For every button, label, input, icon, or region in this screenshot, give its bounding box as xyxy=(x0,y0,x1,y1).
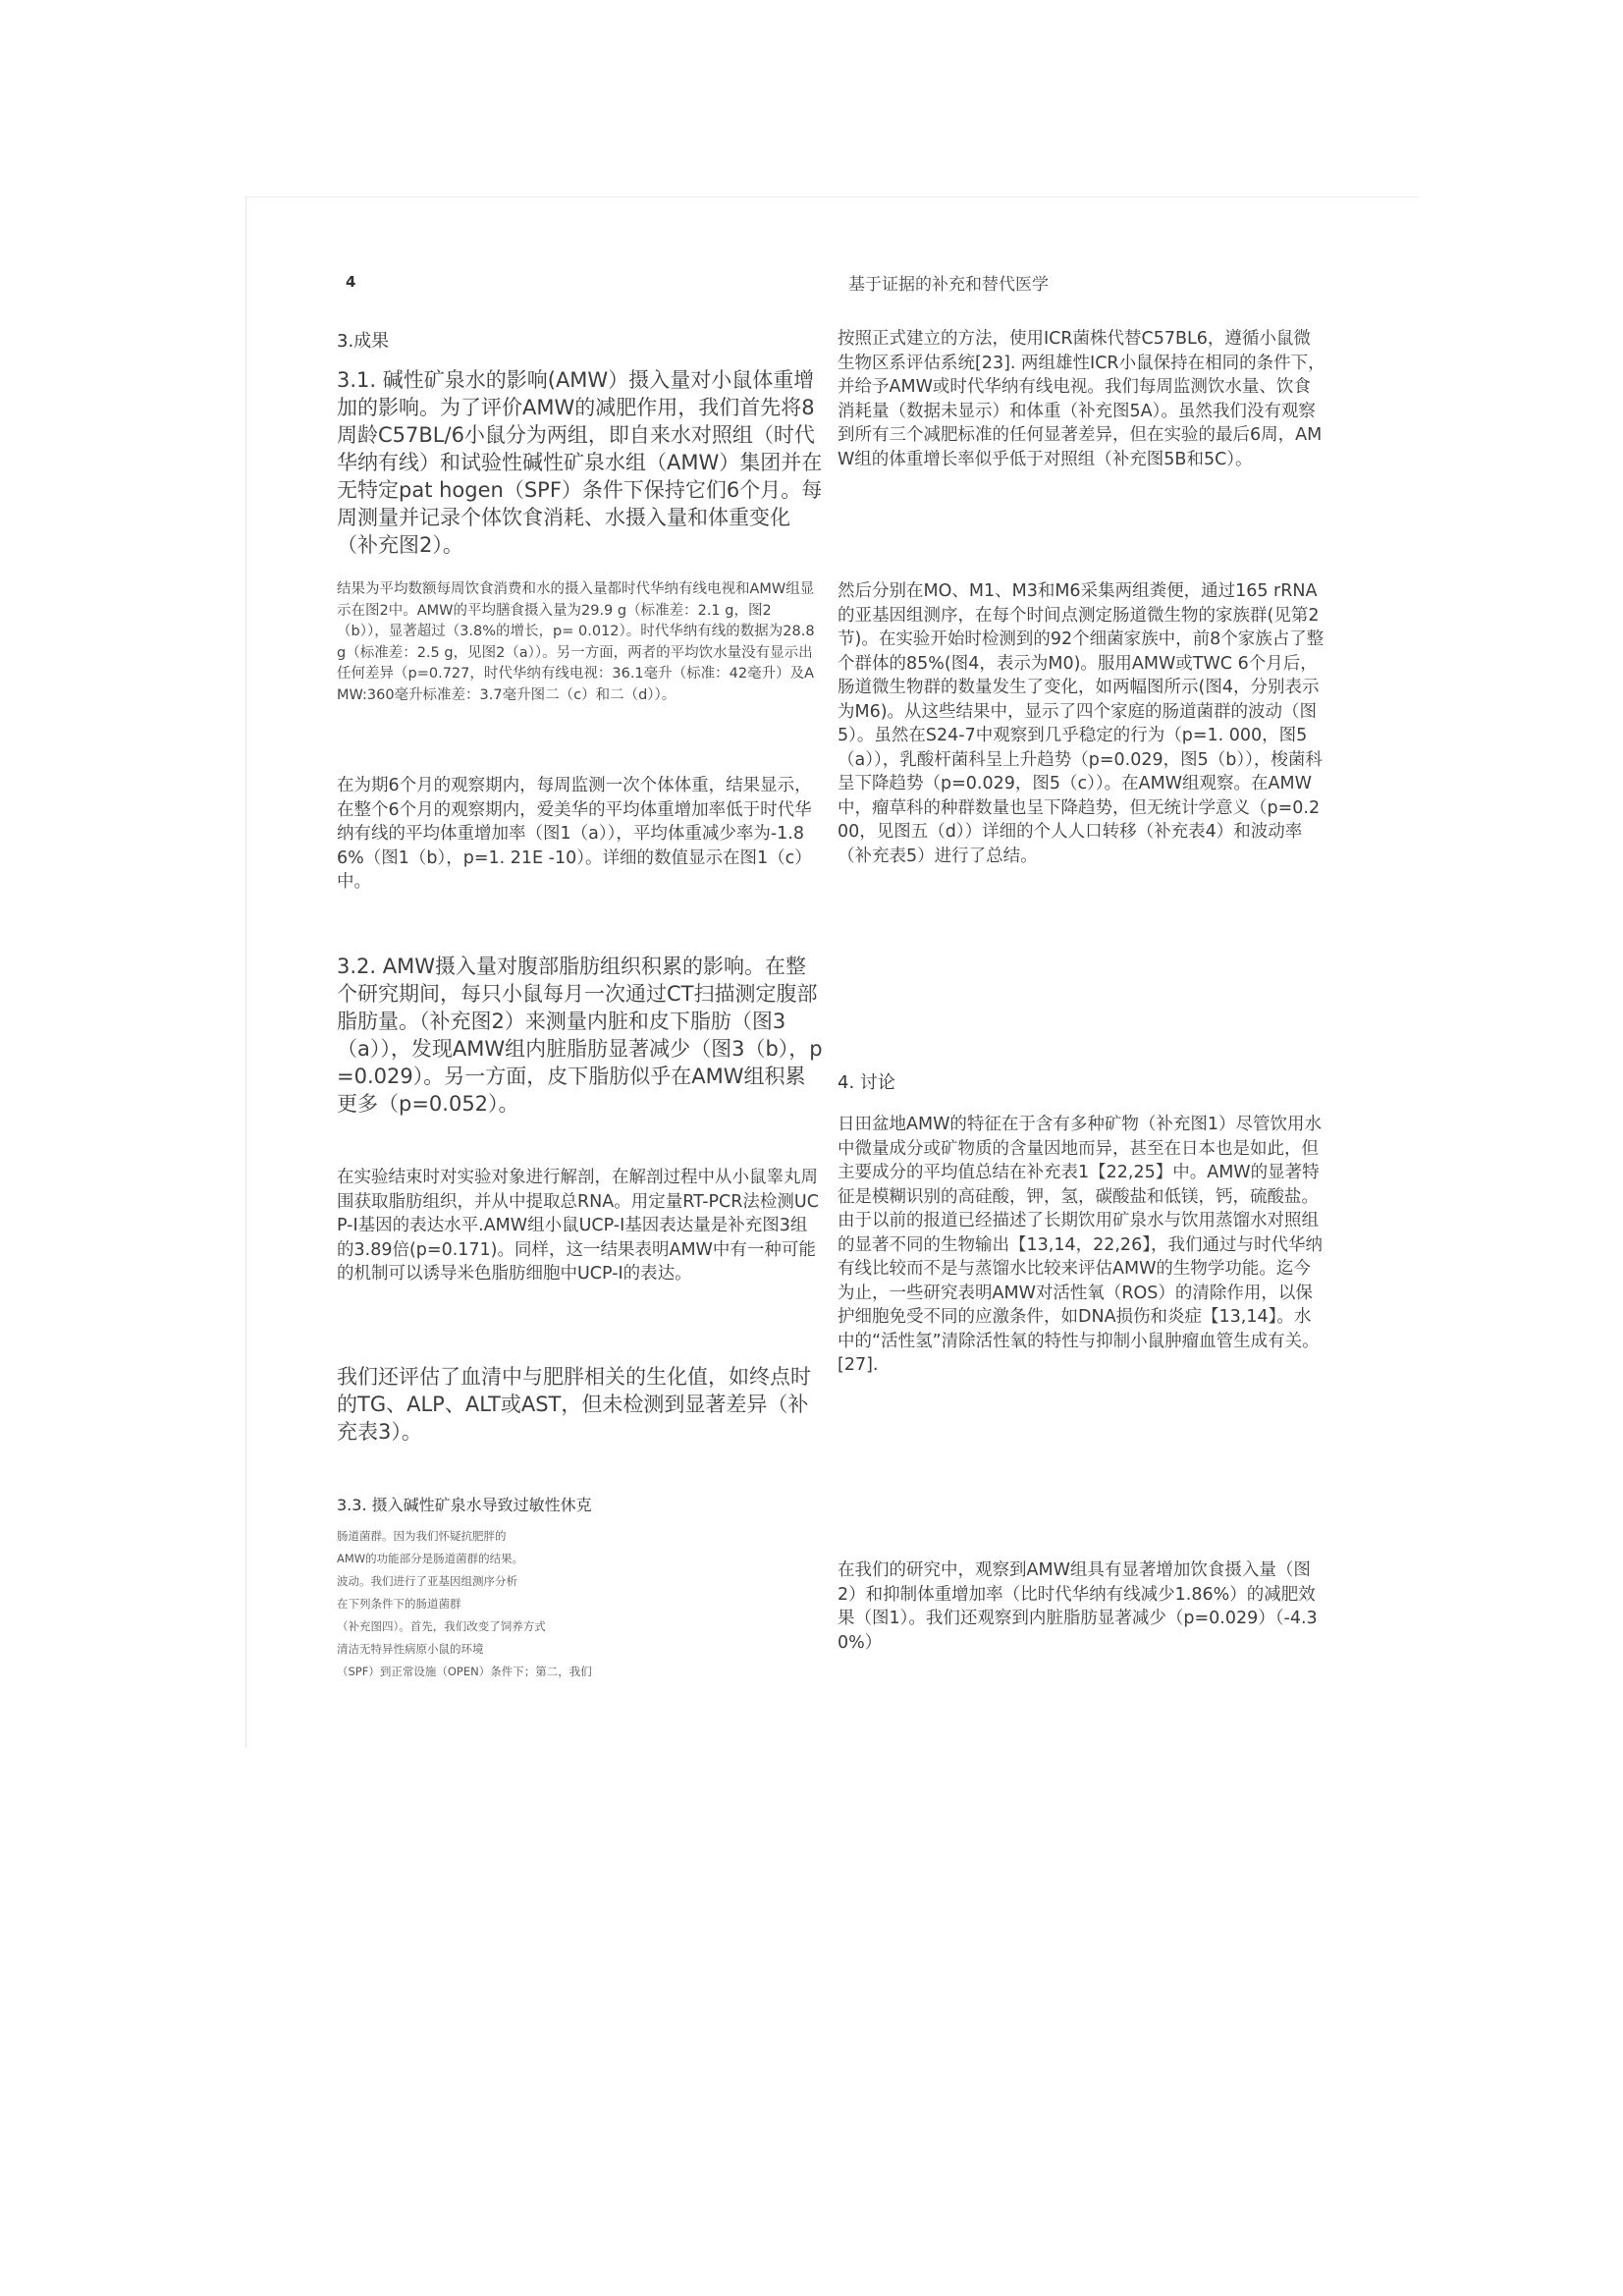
scan-top-edge xyxy=(245,196,1419,197)
text-line: 肠道菌群。因为我们怀疑抗肥胖的 xyxy=(337,1529,507,1543)
paragraph-3-1: 3.1. 碱性矿泉水的影响(AMW）摄入量对小鼠体重增加的影响。为了评价AMW的减肥作用，我们首先将8周龄C57BL/6小鼠分为两组，即自来水对照组（时代华纳有线）和试验性碱性矿泉水组（AMW）集团并在无特定pat hogen（SPF）条件下保持它们6个月。每周测量并记录个体饮食消耗、水摄入量和体重变化（补充图2）。 xyxy=(337,368,823,557)
paragraph-discussion-results: 在我们的研究中，观察到AMW组具有显著增加饮食摄入量（图2）和抑制体重增加率（比时代华纳有线减少1.86%）的减肥效果（图1）。我们还观察到内脏脂肪显著减少（p=0.029）（-4.30%） xyxy=(838,1560,1318,1653)
text-line: AMW的功能部分是肠道菌群的结果。 xyxy=(337,1552,524,1565)
section-3-3-lines xyxy=(337,1525,823,1683)
paragraph-weight-monitoring: 在为期6个月的观察期内，每周监测一次个体体重，结果显示，在整个6个月的观察期内，爱美华的平均体重增加率低于时代华纳有线的平均体重增加率（图1（a）），平均体重减少率为-1.86%（图1（b），p=1. 21E -10）。详细的数值显示在图1（c）中。 xyxy=(337,776,812,892)
text-line: 波动。我们进行了亚基因组测序分析 xyxy=(337,1574,517,1588)
discussion-heading: 4. 讨论 xyxy=(838,1072,895,1093)
text-line: 在下列条件下的肠道菌群 xyxy=(337,1597,461,1611)
paragraph-3-2: 3.2. AMW摄入量对腹部脂肪组织积累的影响。在整个研究期间，每只小鼠每月一次通过CT扫描测定腹部脂肪量。（补充图2）来测量内脏和皮下脂肪（图3（a）），发现AMW组内脏脂肪显著减少（图3（b），p=0.029）。另一方面，皮下脂肪似乎在AMW组积累更多（p=0.052）。 xyxy=(337,955,823,1116)
results-heading: 3.成果 xyxy=(337,331,390,352)
section-3-3-heading: 3.3. 摄入碱性矿泉水导致过敏性休克 xyxy=(337,1496,592,1514)
paragraph-dissection: 在实验结束时对实验对象进行解剖，在解剖过程中从小鼠睾丸周围获取脂肪组织，并从中提取总RNA。用定量RT-PCR法检测UCP-I基因的表达水平.AMW组小鼠UCP-I基因表达量是补充图3组的3.89倍(p=0.171)。同样，这一结果表明AMW中有一种可能的机制可以诱导米色脂肪细胞中UCP-I的表达。 xyxy=(337,1168,819,1284)
running-header: 基于证据的补充和替代医学 xyxy=(848,275,1049,295)
text-line: （补充图四）。首先，我们改变了饲养方式 xyxy=(337,1619,546,1633)
text-line: 清洁无特异性病原小鼠的环境 xyxy=(337,1642,484,1656)
paragraph-icr-mice: 按照正式建立的方法，使用ICR菌株代替C57BL6，遵循小鼠微生物区系评估系统[23]. 两组雄性ICR小鼠保持在相同的条件下，并给予AMW或时代华纳有线电视。我们每周监测饮水量、饮食消耗量（数据未显示）和体重（补充图5A）。虽然我们没有观察到所有三个减肥标准的任何显著差异，但在实验的最后6周，AMW组的体重增长率似乎低于对照组（补充图5B和5C）。 xyxy=(838,329,1325,469)
page-number: 4 xyxy=(346,273,356,291)
paragraph-serum: 我们还评估了血清中与肥胖相关的生化值，如终点时的TG、ALP、ALT或AST，但未检测到显著差异（补充表3）。 xyxy=(337,1365,811,1444)
paragraph-discussion-minerals: 日田盆地AMW的特征在于含有多种矿物（补充图1）尽管饮用水中微量成分或矿物质的含量因地而异，甚至在日本也是如此，但主要成分的平均值总结在补充表1【22,25】中。AMW的显著特征是模糊识别的高硅酸，钾，氢，碳酸盐和低镁，钙，硫酸盐。由于以前的报道已经描述了长期饮用矿泉水与饮用蒸馏水对照组的显著不同的生物输出【13,14，22,26】，我们通过与时代华纳有线比较而不是与蒸馏水比较来评估AMW的生物学功能。迄今为止，一些研究表明AMW对活性氧（ROS）的清除作用，以保护细胞免受不同的应激条件，如DNA损伤和炎症【13,14】。水中的“活性氢”清除活性氧的特性与抑制小鼠肿瘤血管生成有关。[27]. xyxy=(838,1115,1323,1375)
scan-left-edge xyxy=(245,196,246,1748)
text-line: （SPF）到正常设施（OPEN）条件下；第二，我们 xyxy=(337,1665,592,1678)
paragraph-microbiota: 然后分别在MO、M1、M3和M6采集两组粪便，通过165 rRNA的亚基因组测序，在每个时间点测定肠道微生物的家族群(见第2节)。在实验开始时检测到的92个细菌家族中，前8个家族占了整个群体的85%(图4，表示为M0)。服用AMW或TWC 6个月后，肠道微生物群的数量发生了变化，如两幅图所示(图4，分别表示为M6)。从这些结果中，显示了四个家庭的肠道菌群的波动（图5）。虽然在S24-7中观察到几乎稳定的行为（p=1. 000，图5（a）），乳酸杆菌科呈上升趋势（p=0.029，图5（b）），梭菌科呈下降趋势（p=0.029，图5（c））。在AMW组观察。在AMW中，瘤草科的种群数量也呈下降趋势，但无统计学意义（p=0.200，见图五（d））详细的个人人口转移（补充表4）和波动率（补充表5）进行了总结。 xyxy=(838,581,1325,866)
paragraph-diet-results: 结果为平均数额每周饮食消费和水的摄入量都时代华纳有线电视和AMW组显示在图2中。AMW的平均膳食摄入量为29.9 g（标准差：2.1 g，图2（b）），显著超过（3.8%的增长，p= 0.012）。时代华纳有线的数据为28.8 g（标准差：2.5 g，见图2（a））。另一方面，两者的平均饮水量没有显示出任何差异（p=0.727，时代华纳有线电视：36.1毫升（标准：42毫升）及AMW:360毫升标准差：3.7毫升图二（c）和二（d））。 xyxy=(337,581,815,703)
